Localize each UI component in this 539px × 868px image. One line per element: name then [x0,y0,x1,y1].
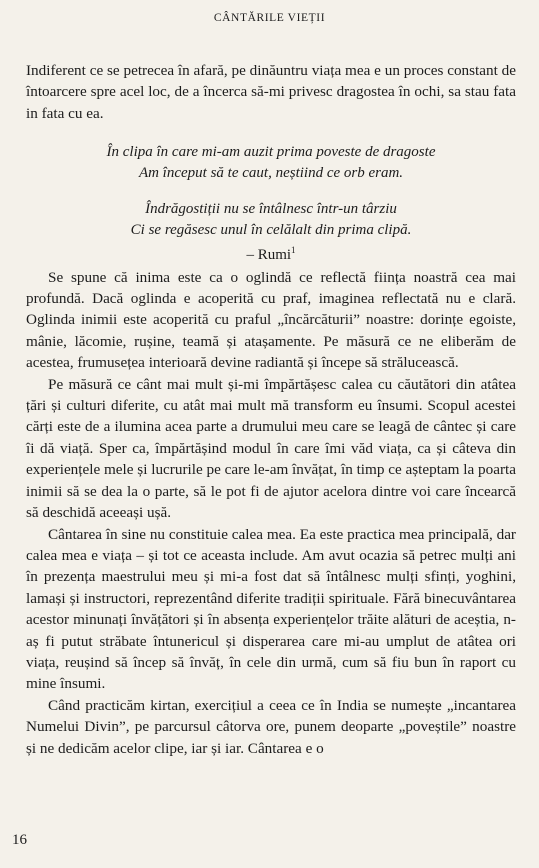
poem-line: Ci se regăsesc unul în celălalt din prima clipă. [130,221,412,238]
poem-attribution [26,240,516,266]
page-number: 16 [12,832,27,848]
body-paragraph: Pe măsură ce cânt mai mult și-mi împărtășesc calea cu căutători din atâtea țări și culturi diferite, cu atât mai mult mă transform eu însumi. Scopul acestei cărți este de a ilumina acea parte a drumului meu care se leagă de cântec și care îi dă viață. Sper ca, împărtășind modul în care îmi văd viața, ca și câteva din experiențele mele și lucrurile pe care le-am învățat, în timp ce așteptam la poarta inimii să se dea la o parte, să le pot fi de ajutor acelora dintre voi care încearcă să deschidă aceeași ușă. [26,375,516,522]
poem-author: – Rumi [246,247,292,264]
intro-paragraph: Indiferent ce se petrecea în afară, pe dinăuntru viața mea e un proces constant de întoarcere spre acel loc, de a încerca să-mi privesc dragostea în ochi, sa stau fata in fata cu ea. [26,62,516,122]
footnote-mark: 1 [291,245,296,256]
poem-line: În clipa în care mi-am auzit prima poveste de dragoste [106,144,436,161]
page-body [26,60,516,759]
body-paragraph: Când practicăm kirtan, exercițiul a ceea ce în India se numește „incantarea Numelui Divin”, pe parcursul câtorva ore, punem deoparte „poveștile” noastre și ne dedicăm acelor clipe, iar și iar. Cântarea e o [26,696,516,757]
poem [26,142,516,266]
body-paragraph: Cântarea în sine nu constituie calea mea. Ea este practica mea principală, dar calea mea e viața – și tot ce aceasta include. Am avut ocazia să petrec mulți ani în prezența maestrului meu și mi-a fost dat să întâlnesc mulți sfinți, yoghini, lamași și instructori, reprezentând diferite tradiții spirituale. Fără binecuvântarea acestor minunați învățători și în absența experiențelor trăite alături de aceștia, n-aș fi putut străbate întunericul și disperarea care mi-au umplut de atâtea ori viața, reușind să încep să învăț, în cele din urmă, cum să fiu bun în raport cu mine însumi. [26,525,516,693]
running-head: CÂNTĂRILE VIEȚII [213,12,326,24]
poem-line: Îndrăgostiții nu se întâlnesc într-un târziu [145,201,397,218]
body-paragraph: Se spune că inima este ca o oglindă ce reflectă ființa noastră cea mai profundă. Dacă oglinda e acoperită cu praf, imaginea reflectată nu e clară. Oglinda inimii este acoperită cu praful „încărcăturii” noastre: dorințe egoiste, mânie, lăcomie, rușine, teamă și atașamente. Pe măsură ce ne eliberăm de acestea, frumusețea interioară devine radiantă și începe să strălucească. [26,268,516,372]
poem-line: Am început să te caut, neștiind ce orb eram. [138,164,404,181]
